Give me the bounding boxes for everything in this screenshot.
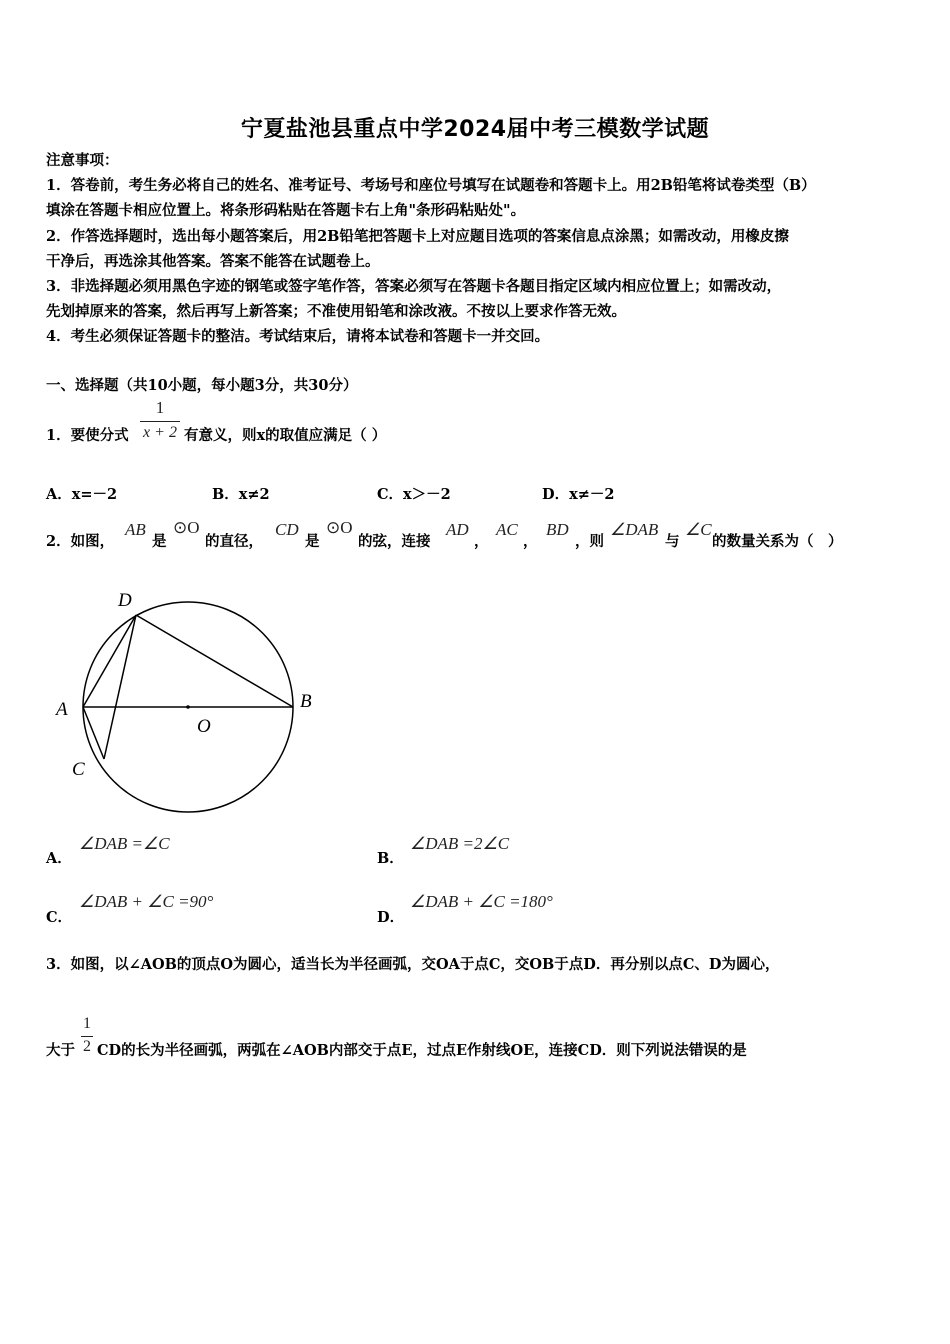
q3-line-1: 3．如图，以∠AOB的顶点O为圆心，适当长为半径画弧，交OA于点C，交OB于点D．再分别以点C、D为圆心， (46, 956, 780, 973)
q3-denominator: 2 (83, 1038, 91, 1055)
q1-fraction-bar (140, 421, 180, 422)
notice-line: 干净后，再选涂其他答案。答案不能答在试题卷上。 (46, 253, 380, 270)
q2-option-d-expr: ∠DAB + ∠C =180° (410, 892, 553, 911)
q2-text: 与 (665, 533, 680, 550)
center-point (186, 705, 190, 709)
q2-math-angle-dab: ∠DAB (610, 520, 659, 539)
q2-text: 的弦，连接 (358, 533, 431, 550)
q2-math-ab: AB (125, 520, 146, 539)
q1-numerator: 1 (155, 398, 165, 417)
q2-option-c-expr: ∠DAB + ∠C =90° (79, 892, 214, 911)
q2-text: ，则 (575, 533, 604, 550)
q2-option-a-letter: A． (46, 850, 72, 867)
q2-option-c-letter: C． (46, 909, 73, 926)
notice-line: 1．答卷前，考生务必将自己的姓名、准考证号、考场号和座位号填写在试题卷和答题卡上。用2B铅笔将试卷类型（B） (46, 177, 816, 194)
label-a: A (56, 699, 68, 720)
page-title: 宁夏盐池县重点中学2024届中考三模数学试题 (240, 117, 710, 142)
q2-math-ac: AC (496, 520, 518, 539)
notice-heading: 注意事项： (46, 152, 119, 169)
q2-math-bd: BD (546, 520, 569, 539)
notice-line: 2．作答选择题时，选出每小题答案后，用2B铅笔把答题卡上对应题目选项的答案信息点涂黑；如需改动，用橡皮擦 (46, 228, 789, 245)
q1-prefix: 1．要使分式 (46, 427, 129, 444)
q2-math-angle-c: ∠C (685, 520, 712, 539)
q1-suffix: 有意义，则x的取值应满足（ ） (184, 427, 387, 444)
label-o: O (197, 716, 211, 737)
notice-line: 4．考生必须保证答题卡的整洁。考试结束后，请将本试卷和答题卡一并交回。 (46, 328, 550, 345)
segment-dc (104, 615, 136, 759)
q2-text: 的直径， (205, 533, 263, 550)
q3-prefix: 大于 (46, 1042, 75, 1059)
label-d: D (118, 590, 132, 611)
q2-math-cd: CD (275, 520, 299, 539)
q1-option-d: D．x≠－2 (542, 486, 615, 503)
q1-option-c: C．x＞－2 (377, 486, 451, 503)
q3-fraction-bar (81, 1036, 93, 1037)
q2-text: 是 (305, 533, 320, 550)
label-b: B (300, 691, 312, 712)
q1-option-a: A．x=－2 (46, 486, 118, 503)
q2-text: 的数量关系为（ ） (712, 533, 843, 550)
q1-denominator: x + 2 (143, 424, 177, 441)
notice-line: 先划掉原来的答案，然后再写上新答案；不准使用铅笔和涂改液。不按以上要求作答无效。 (46, 303, 626, 320)
q2-math-ad: AD (446, 520, 469, 539)
label-c: C (72, 759, 85, 780)
q2-text: 2．如图， (46, 533, 115, 550)
section-heading: 一、选择题（共10小题，每小题3分，共30分） (46, 377, 358, 394)
q2-option-a-expr: ∠DAB =∠C (79, 834, 170, 853)
segment-db (136, 615, 293, 707)
q2-option-b-letter: B． (377, 850, 404, 867)
q2-math-circle-o: ⊙O (326, 518, 353, 537)
q2-text: ， (474, 533, 489, 550)
q2-option-b-expr: ∠DAB =2∠C (410, 834, 510, 853)
q2-text: 是 (152, 533, 167, 550)
q3-rest: CD的长为半径画弧，两弧在∠AOB内部交于点E，过点E作射线OE，连接CD．则下列说法错误的是 (97, 1042, 747, 1059)
q2-text: ， (523, 533, 538, 550)
q2-circle-figure (50, 585, 330, 825)
q3-numerator: 1 (83, 1015, 91, 1032)
notice-line: 填涂在答题卡相应位置上。将条形码粘贴在答题卡右上角"条形码粘贴处"。 (46, 202, 526, 219)
q2-option-d-letter: D． (377, 909, 405, 926)
segment-ad (83, 615, 136, 707)
q2-math-circle-o: ⊙O (173, 518, 200, 537)
q1-option-b: B．x≠2 (212, 486, 270, 503)
notice-line: 3．非选择题必须用黑色字迹的钢笔或签字笔作答，答案必须写在答题卡各题目指定区域内相应位置上；如需改动， (46, 278, 782, 295)
